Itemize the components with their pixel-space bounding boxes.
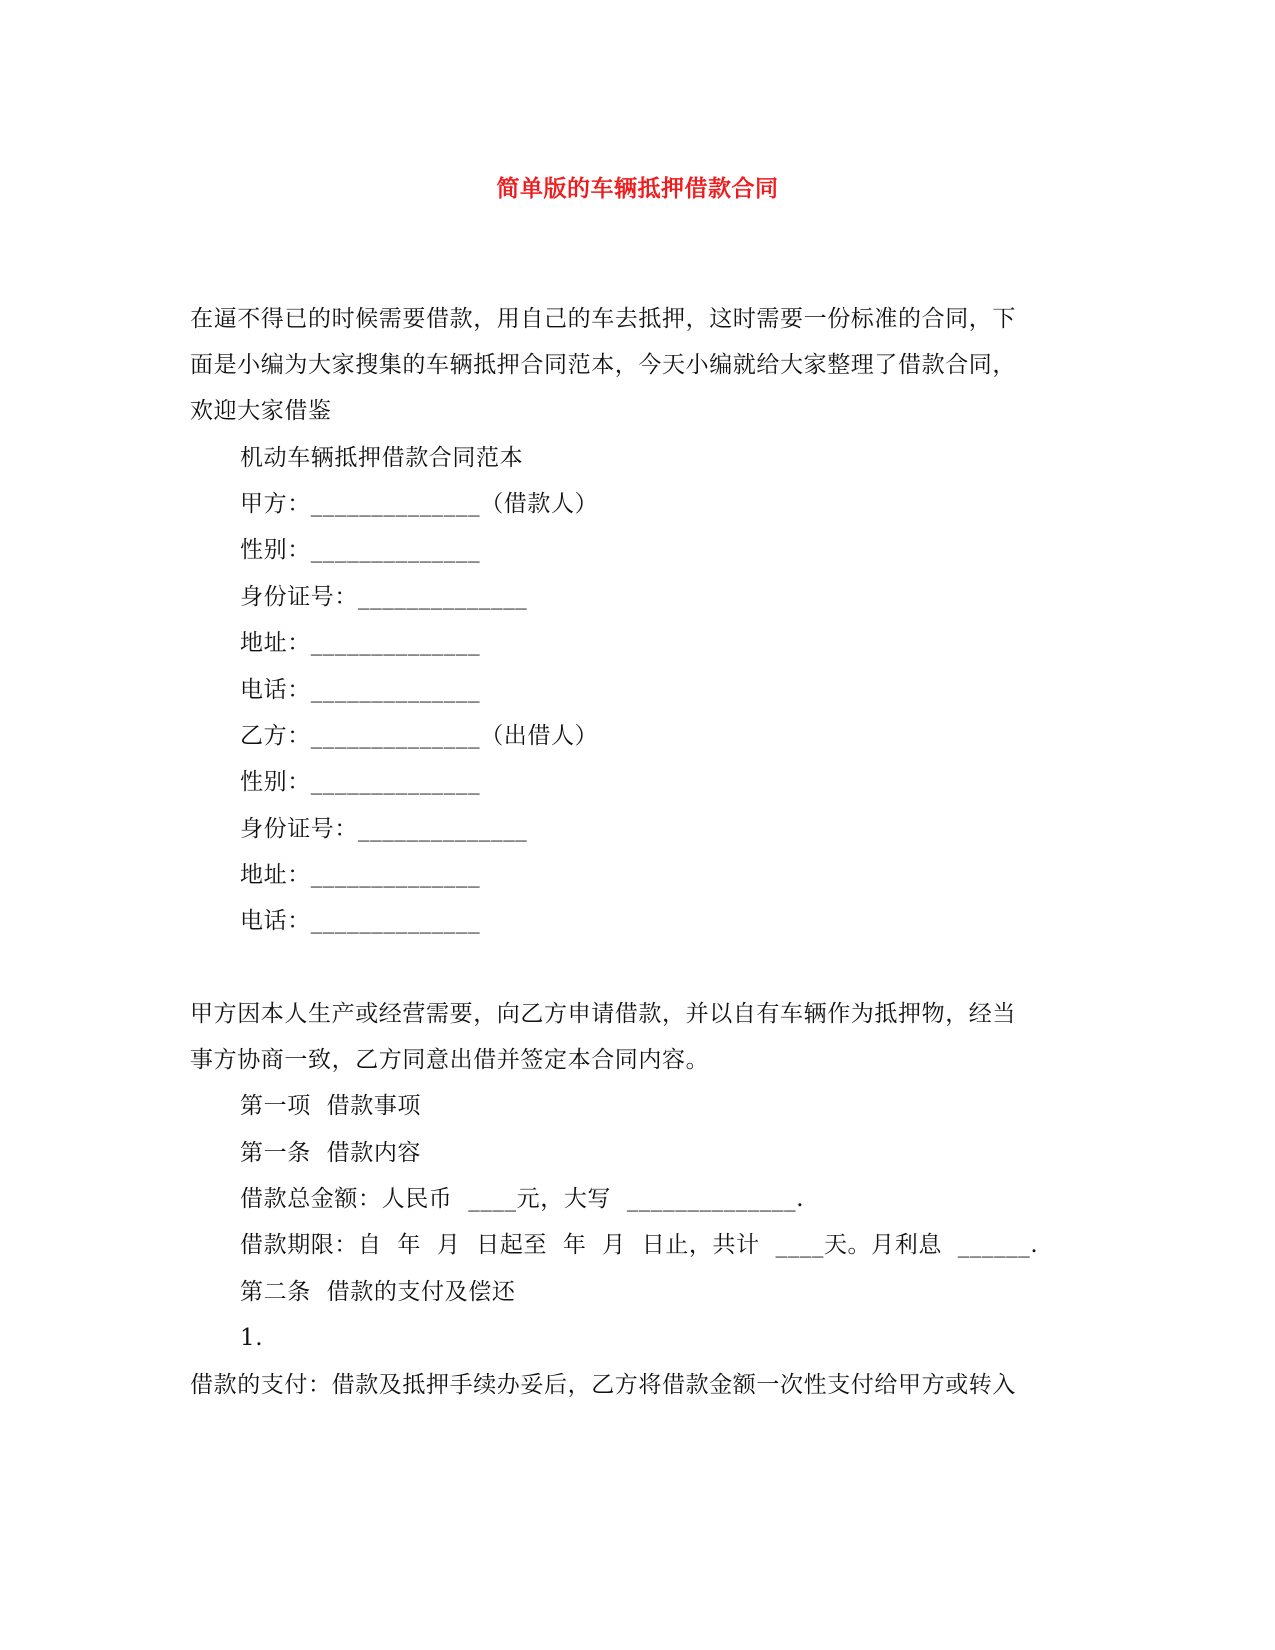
article-2-heading: 第二条 借款的支付及偿还 bbox=[240, 1279, 516, 1305]
article-1-heading: 第一条 借款内容 bbox=[240, 1140, 422, 1166]
item-number-1: 1. bbox=[240, 1325, 264, 1351]
party-a-id-number: 身份证号：______________ bbox=[240, 584, 528, 610]
preamble-line-2: 事方协商一致，乙方同意出借并签定本合同内容。 bbox=[190, 1047, 710, 1073]
party-b-address: 地址：______________ bbox=[240, 862, 481, 888]
party-b-name: 乙方：______________（出借人） bbox=[240, 723, 599, 749]
party-b-gender: 性别：______________ bbox=[240, 769, 481, 795]
party-b-phone: 电话：______________ bbox=[240, 908, 481, 934]
party-a-phone: 电话：______________ bbox=[240, 677, 481, 703]
party-a-gender: 性别：______________ bbox=[240, 537, 481, 563]
preamble-line-1: 甲方因本人生产或经营需要，向乙方申请借款，并以自有车辆作为抵押物，经当 bbox=[190, 1001, 1016, 1027]
party-a-name: 甲方：______________（借款人） bbox=[240, 491, 599, 517]
contract-heading: 机动车辆抵押借款合同范本 bbox=[240, 445, 524, 471]
intro-line-3: 欢迎大家借鉴 bbox=[190, 398, 332, 424]
party-b-id-number: 身份证号：______________ bbox=[240, 816, 528, 842]
payment-text-line: 借款的支付：借款及抵押手续办妥后，乙方将借款金额一次性支付给甲方或转入 bbox=[190, 1372, 1016, 1398]
section-1-heading: 第一项 借款事项 bbox=[240, 1093, 422, 1119]
intro-line-2: 面是小编为大家搜集的车辆抵押合同范本，今天小编就给大家整理了借款合同， bbox=[190, 352, 1016, 378]
loan-amount-line: 借款总金额：人民币 ____元，大写 ______________. bbox=[240, 1186, 805, 1212]
party-a-address: 地址：______________ bbox=[240, 630, 481, 656]
loan-term-line: 借款期限：自 年 月 日起至 年 月 日止，共计 ____天。月利息 ______. bbox=[240, 1232, 1039, 1258]
intro-line-1: 在逼不得已的时候需要借款，用自己的车去抵押，这时需要一份标准的合同，下 bbox=[190, 306, 1016, 332]
document-title: 简单版的车辆抵押借款合同 bbox=[496, 176, 779, 202]
